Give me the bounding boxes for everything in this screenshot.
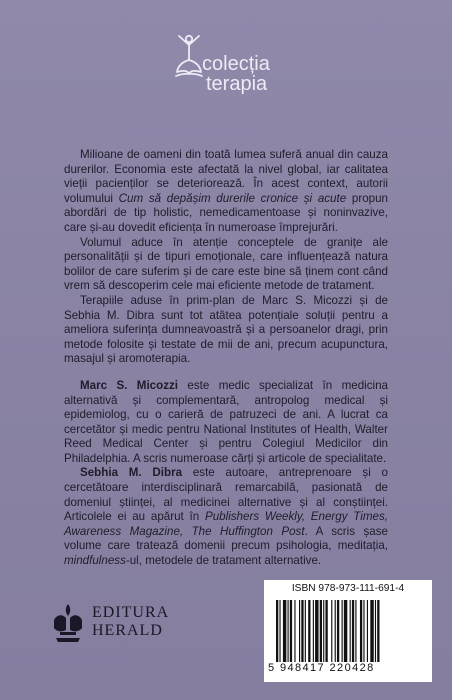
barcode-stripe: [375, 600, 376, 662]
barcode-stripe: [299, 600, 300, 662]
publisher-logo: [48, 600, 198, 644]
barcode-stripe: [363, 600, 364, 662]
publisher-name-line1: EDITURA: [92, 604, 170, 621]
barcode-stripe: [276, 600, 278, 662]
barcode-stripe: [283, 600, 286, 662]
barcode-stripe: [355, 600, 356, 662]
barcode-stripe: [279, 600, 280, 662]
author2-name: Sebhia M. Dibra: [80, 466, 183, 480]
barcode-stripe: [290, 600, 292, 662]
barcode-stripe: [335, 600, 336, 662]
series-name-line2: terapia: [206, 73, 268, 95]
paragraph-volume: Volumul aduce în atenție conceptele de granițe ale personalității și de tipuri emoționale, care influențează natura bolilor de care suferim și de care este bine să ținem cont când vrem să descoperim cele mai eficiente metode de tratament.: [64, 235, 388, 293]
barcode-stripe: [305, 600, 306, 662]
barcode-digits: 5 948417 220428: [268, 662, 375, 674]
barcode-stripe: [344, 600, 347, 662]
barcode-stripe: [313, 600, 314, 662]
author2-mindfulness: mindfulness: [64, 554, 126, 568]
barcode-stripe: [360, 600, 362, 662]
barcode-stripe: [377, 600, 379, 662]
isbn-text: ISBN 978-973-111-691-4: [291, 583, 405, 594]
book-title-mention: Cum să depășim durerile cronice și acute: [118, 191, 347, 205]
author1-name: Marc S. Micozzi: [80, 378, 179, 392]
barcode-stripe: [308, 600, 310, 662]
barcode-stripe: [352, 600, 354, 662]
paragraph-intro-text-b: propun abordări de tip holistic, nemedicamentoase și noninvazive, care și-au dovedit eficiența în numeroase împrejurări.: [64, 191, 388, 234]
barcode-stripe: [294, 600, 295, 662]
barcode-stripe: [323, 600, 324, 662]
publisher-name: [92, 604, 169, 640]
author2-bio-text-b: . A scris șase volume care tratează domenii precum psihologia, meditația,: [64, 524, 389, 553]
paragraph-intro: [64, 148, 388, 236]
barcode-stripe: [301, 600, 303, 662]
author1-bio-text: este medic specializat în medicina alternativă și complementară, antropolog medical și epidemiolog, cu o carieră de patruzeci de ani. A lucrat ca cercetător și medic pentru National Institutes of Health, Walter Reed Medical Center și pentru Colegiul Medicilor din Philadelphia. A scris numeroase cărți și articole de specialitate.: [64, 378, 388, 465]
author2-bio-text-c: -ul, metodele de tratament alternative.: [125, 554, 322, 568]
barcode-bars: [276, 600, 422, 662]
barcode-stripe: [331, 600, 332, 662]
herald-emblem-icon: [48, 600, 88, 644]
barcode-label: [264, 580, 432, 682]
paragraph-therapies: Terapiile aduse în prim-plan de Marc S. Micozzi și de Sebhia M. Dibra sunt tot atâtea potențiale soluții pentru a ameliora suferința dumneavoastră și a persoanelor dragi, prin metode folosite și testate de mii de ani, precum acupunctura, masajul și aromoterapia.: [64, 293, 388, 366]
barcode-stripe: [288, 600, 289, 662]
author2-bio: [64, 466, 388, 568]
barcode-stripe: [315, 600, 318, 662]
publisher-name-line2: HERALD: [92, 622, 163, 639]
blurb: [64, 148, 388, 569]
barcode-stripe: [350, 600, 351, 662]
barcode-stripe: [320, 600, 322, 662]
barcode-stripe: [342, 600, 343, 662]
paragraph-intro-text-a: Milioane de oameni din toată lumea suferă anual din cauza durerilor. Economia este afectată la nivel global, iar calitatea vieții pacienților se deteriorează. În acest context, autorii volumului: [64, 148, 388, 205]
series-logo: [172, 30, 292, 100]
author1-bio: [64, 379, 388, 467]
barcode-stripe: [370, 600, 373, 662]
barcode-stripe: [337, 600, 339, 662]
barcode-stripe: [367, 600, 368, 662]
barcode-stripe: [325, 600, 327, 662]
series-name: [202, 54, 270, 94]
author2-bio-text-a: este autoare, antreprenoare și o cercetătoare interdisciplinară remarcabilă, pasionată de domeniul științei, al medicinei alternative și al conștiinței. Articolele ei au apărut în: [64, 466, 388, 524]
author2-publications: Publishers Weekly, Energy Times, Awareness Magazine, The Huffington Post: [64, 510, 388, 538]
series-name-line1: colecția: [202, 53, 270, 75]
